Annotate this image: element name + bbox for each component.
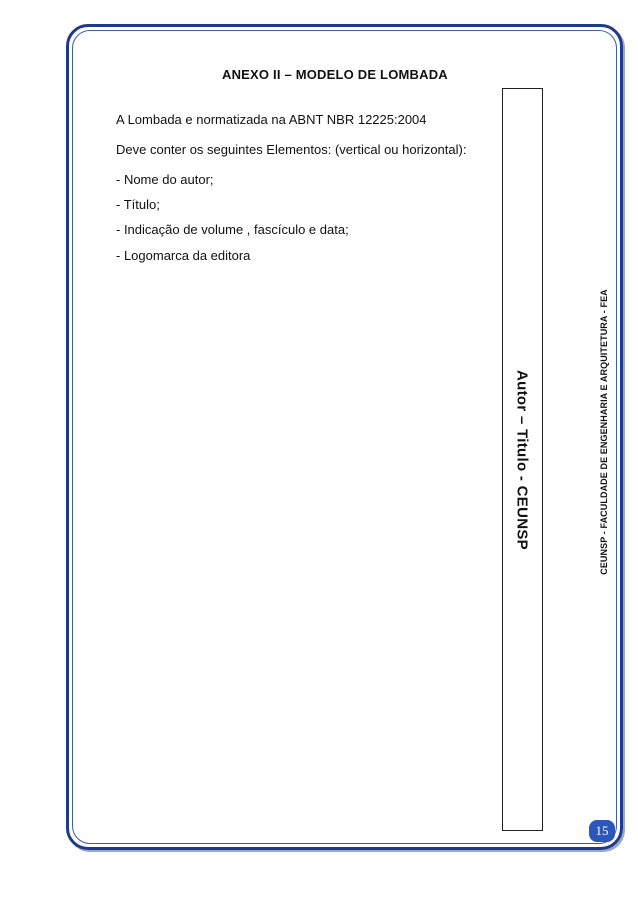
list-item: - Título; <box>116 197 160 212</box>
intro-line: A Lombada e normatizada na ABNT NBR 12225:2004 <box>116 112 427 127</box>
list-item: - Indicação de volume , fascículo e data; <box>116 222 349 237</box>
list-item: - Logomarca da editora <box>116 248 251 263</box>
page-title: ANEXO II – MODELO DE LOMBADA <box>222 67 448 82</box>
spine-label: Autor – Titulo - CEUNSP <box>513 370 531 550</box>
side-institution-label: CEUNSP - FACULDADE DE ENGENHARIA E ARQUITETURA - FEA <box>599 289 609 575</box>
list-item: - Nome do autor; <box>116 172 214 187</box>
page-number-badge: 15 <box>589 820 615 842</box>
elements-heading: Deve conter os seguintes Elementos: (vertical ou horizontal): <box>116 142 467 157</box>
